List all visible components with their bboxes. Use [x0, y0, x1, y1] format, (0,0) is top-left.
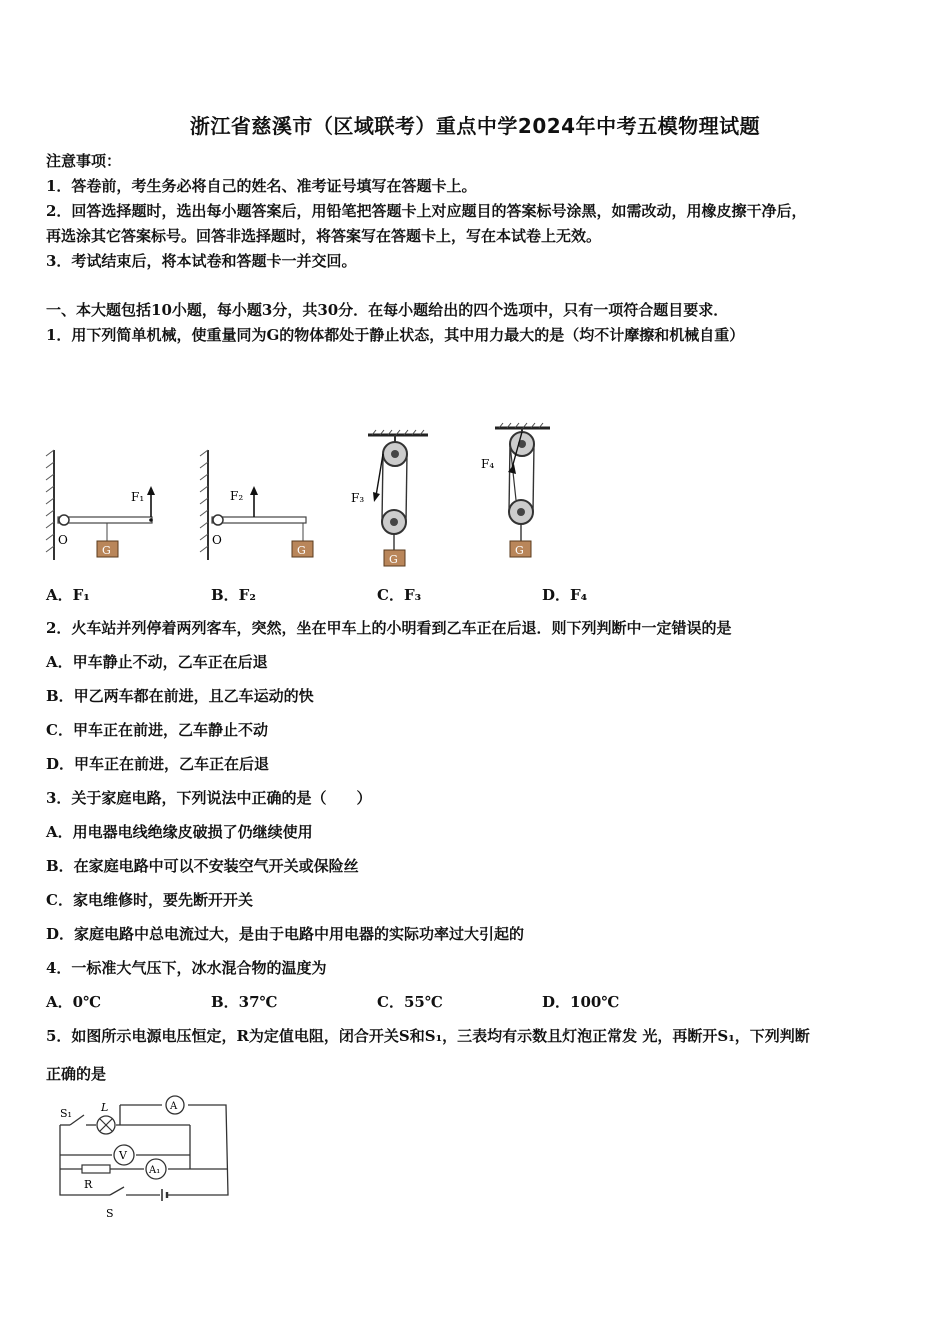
q3-option-a[interactable]: A．用电器电线绝缘皮破损了仍继续使用 [46, 823, 313, 841]
q2-option-d[interactable]: D．甲车正在前进，乙车正在后退 [46, 755, 270, 773]
q4-option-d[interactable]: D．100℃ [542, 993, 620, 1011]
pulley-figure-c [351, 430, 428, 566]
q1-option-c[interactable]: C．F₃ [377, 586, 422, 604]
weight-g-label-a: G [102, 544, 111, 557]
force-f2-label: F₂ [230, 489, 244, 503]
q5-circuit-figure [50, 1095, 240, 1225]
section-heading: 一、本大题包括10小题，每小题3分，共30分．在每小题给出的四个选项中，只有一项符合题目要求． [46, 301, 729, 319]
notice-item-3: 3．考试结束后，将本试卷和答题卡一并交回。 [46, 252, 357, 270]
q1-figure [40, 420, 560, 570]
voltmeter-v-label: V [119, 1149, 127, 1162]
notice-heading: 注意事项： [46, 152, 122, 170]
q1-stem: 1．用下列简单机械，使重量同为G的物体都处于静止状态，其中用力最大的是（均不计摩擦和机械自重） [46, 326, 745, 344]
q2-stem: 2．火车站并列停着两列客车，突然，坐在甲车上的小明看到乙车正在后退．则下列判断中一定错误的是 [46, 619, 732, 637]
fulcrum-o-label-a: O [58, 533, 68, 547]
notice-item-2: 2．回答选择题时，选出每小题答案后，用铅笔把答题卡上对应题目的答案标号涂黑，如需改动，用橡皮擦干净后， [46, 202, 807, 220]
ammeter-a1-label: A₁ [149, 1165, 161, 1176]
q4-option-b[interactable]: B．37℃ [211, 993, 278, 1011]
weight-g-label-d: G [515, 544, 524, 557]
q5-stem-line1: 5．如图所示电源电压恒定，R为定值电阻，闭合开关S和S₁，三表均有示数且灯泡正常发 光，再断开S₁，下列判断 [46, 1027, 810, 1045]
force-f3-label: F₃ [351, 491, 365, 505]
weight-g-label-c: G [389, 553, 398, 566]
force-f1-label: F₁ [131, 490, 145, 504]
lever-figure-b [200, 450, 313, 560]
page-title: 浙江省慈溪市（区域联考）重点中学2024年中考五模物理试题 [189, 114, 761, 138]
q3-stem: 3．关于家庭电路，下列说法中正确的是（ ） [46, 789, 372, 807]
q1-option-b[interactable]: B．F₂ [211, 586, 256, 604]
q3-option-d[interactable]: D．家庭电路中总电流过大，是由于电路中用电器的实际功率过大引起的 [46, 925, 525, 943]
q2-option-c[interactable]: C．甲车正在前进，乙车静止不动 [46, 721, 268, 739]
q3-option-c[interactable]: C．家电维修时，要先断开开关 [46, 891, 253, 909]
q5-stem-line2: 正确的是 [46, 1065, 107, 1083]
notice-item-1: 1．答卷前，考生务必将自己的姓名、准考证号填写在答题卡上。 [46, 177, 477, 195]
ammeter-a-label: A [170, 1101, 178, 1112]
switch-s-label: S [106, 1207, 114, 1220]
q1-option-a[interactable]: A．F₁ [46, 586, 90, 604]
q4-option-a[interactable]: A．0℃ [46, 993, 102, 1011]
q4-option-c[interactable]: C．55℃ [377, 993, 443, 1011]
switch-s1-label: S₁ [60, 1107, 72, 1120]
fulcrum-o-label-b: O [212, 533, 222, 547]
q3-option-b[interactable]: B．在家庭电路中可以不安装空气开关或保险丝 [46, 857, 359, 875]
notice-item-2-cont: 再选涂其它答案标号。回答非选择题时，将答案写在答题卡上，写在本试卷上无效。 [46, 227, 602, 245]
lever-figure-a [46, 450, 155, 560]
resistor-r-label: R [84, 1178, 93, 1191]
force-f4-label: F₄ [481, 457, 495, 471]
lamp-l-label: L [101, 1101, 109, 1114]
q2-option-b[interactable]: B．甲乙两车都在前进，且乙车运动的快 [46, 687, 314, 705]
q4-stem: 4．一标准大气压下，冰水混合物的温度为 [46, 959, 327, 977]
pulley-figure-d [481, 423, 550, 557]
q2-option-a[interactable]: A．甲车静止不动，乙车正在后退 [46, 653, 268, 671]
weight-g-label-b: G [297, 544, 306, 557]
q1-option-d[interactable]: D．F₄ [542, 586, 588, 604]
